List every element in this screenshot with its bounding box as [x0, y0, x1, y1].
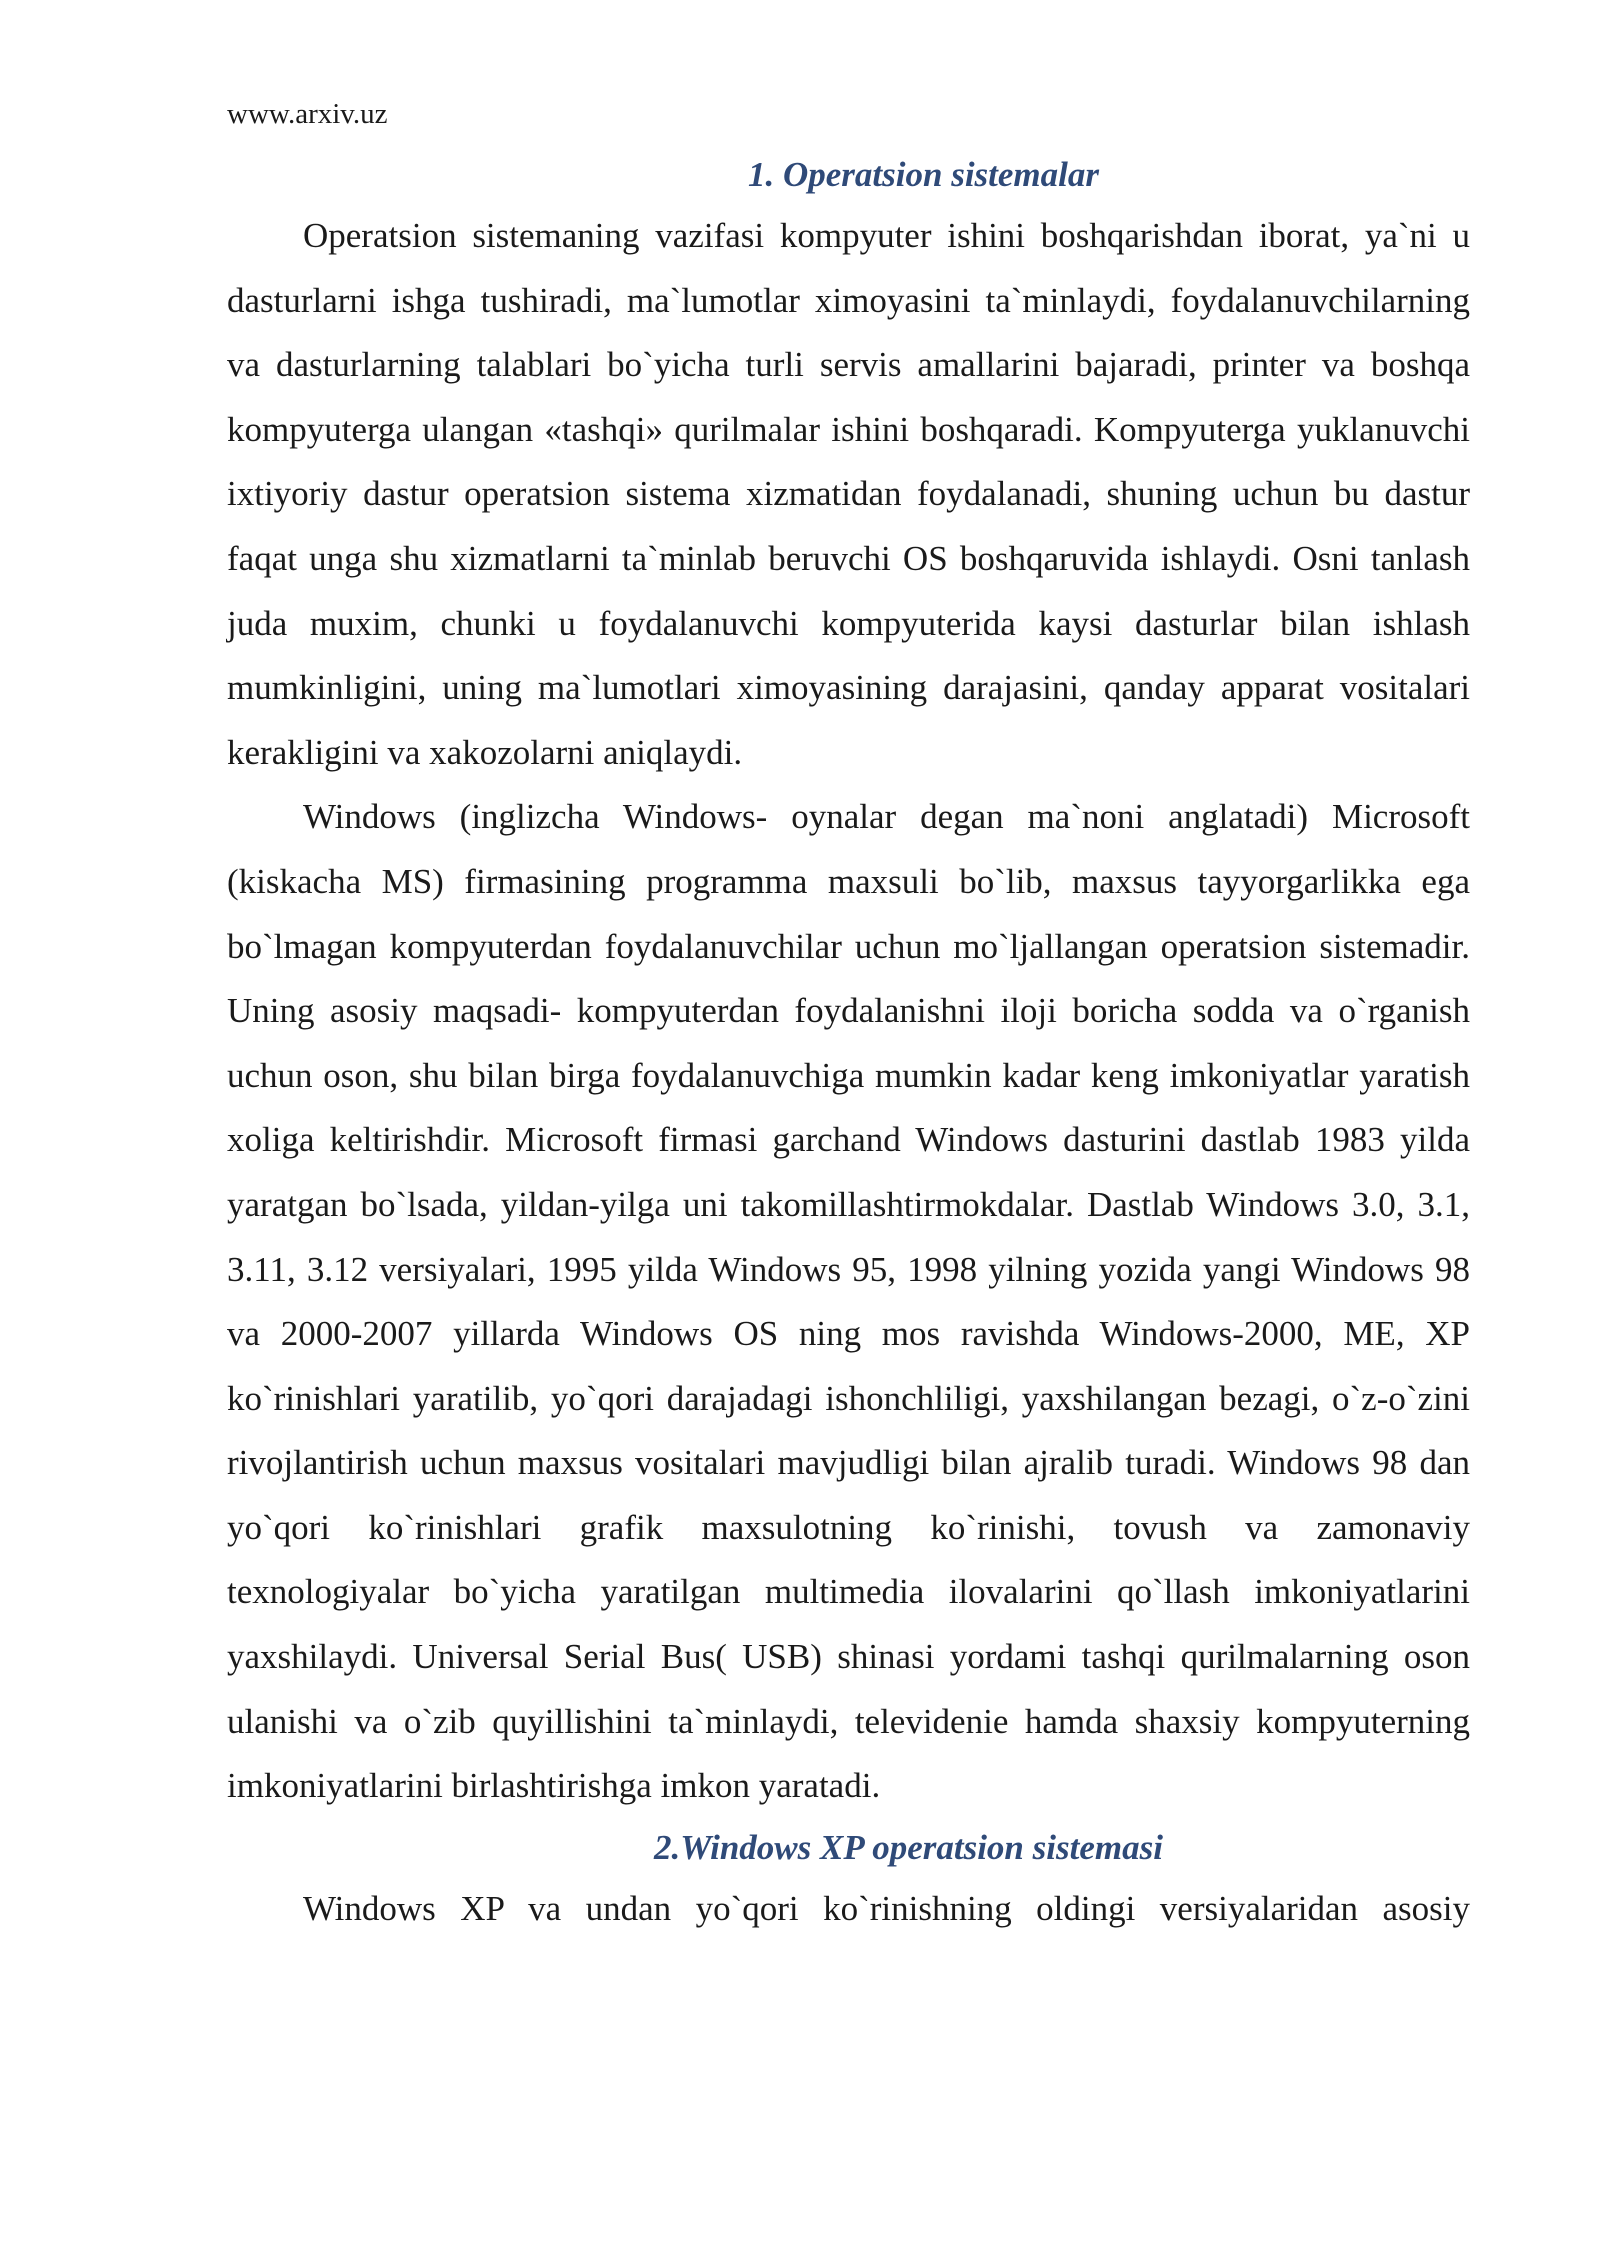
- site-url: www.arxiv.uz: [227, 98, 388, 130]
- section-1-paragraph-1: Operatsion sistemaning vazifasi kompyuter ishini boshqarishdan iborat, ya`ni u dasturlarni ishga tushiradi, ma`lumotlar ximoyasini ta`minlaydi, foydalanuvchilarning va dasturlarning talablari bo`yicha turli servis amallarini bajaradi, printer va boshqa kompyuterga ulangan «tashqi» qurilmalar ishini boshqaradi. Kompyuterga yuklanuvchi ixtiyoriy dastur operatsion sistema xizmatidan foydalanadi, shuning uchun bu dastur faqat unga shu xizmatlarni ta`minlab beruvchi OS boshqaruvida ishlaydi. Osni tanlash juda muxim, chunki u foydalanuvchi kompyuterida kaysi dasturlar bilan ishlash mumkinligini, uning ma`lumotlari ximoyasining darajasini, qanday apparat vositalari kerakligini va xakozolarni aniqlaydi.: [227, 216, 1470, 772]
- document-body: [227, 146, 1470, 1941]
- section-1-paragraph-2: Windows (inglizcha Windows- oynalar degan ma`noni anglatadi) Microsoft (kiskacha MS) firmasining programma maxsuli bo`lib, maxsus tayyorgarlikka ega bo`lmagan kompyuterdan foydalanuvchilar uchun mo`ljallangan operatsion sistemadir. Uning asosiy maqsadi- kompyuterdan foydalanishni iloji boricha sodda va o`rganish uchun oson, shu bilan birga foydalanuvchiga mumkin kadar keng imkoniyatlar yaratish xoliga keltirishdir. Microsoft firmasi garchand Windows dasturini dastlab 1983 yilda yaratgan bo`lsada, yildan-yilga uni takomillashtirmokdalar. Dastlab Windows 3.0, 3.1, 3.11, 3.12 versiyalari, 1995 yilda Windows 95, 1998 yilning yozida yangi Windows 98 va 2000-2007 yillarda Windows OS ning mos ravishda Windows-2000, ME, XP ko`rinishlari yaratilib, yo`qori darajadagi ishonchliligi, yaxshilangan bezagi, o`z-o`zini rivojlantirish uchun maxsus vositalari mavjudligi bilan ajralib turadi. Windows 98 dan yo`qori ko`rinishlari grafik maxsulotning ko`rinishi, tovush va zamonaviy texnologiyalar bo`yicha yaratilgan multimedia ilovalarini qo`llash imkoniyatlarini yaxshilaydi. Universal Serial Bus( USB) shinasi yordami tashqi qurilmalarning oson ulanishi va o`zib quyillishini ta`minlaydi, televidenie hamda shaxsiy kompyuterning imkoniyatlarini birlashtirishga imkon yaratadi.: [227, 797, 1470, 1806]
- section-1-heading: 1. Operatsion sistemalar: [747, 155, 1099, 194]
- section-2-paragraph-1: Windows XP va undan yo`qori ko`rinishning oldingi versiyalaridan asosiy: [303, 1888, 1470, 1928]
- section-2-heading: 2.Windows XP operatsion sistemasi: [654, 1827, 1163, 1867]
